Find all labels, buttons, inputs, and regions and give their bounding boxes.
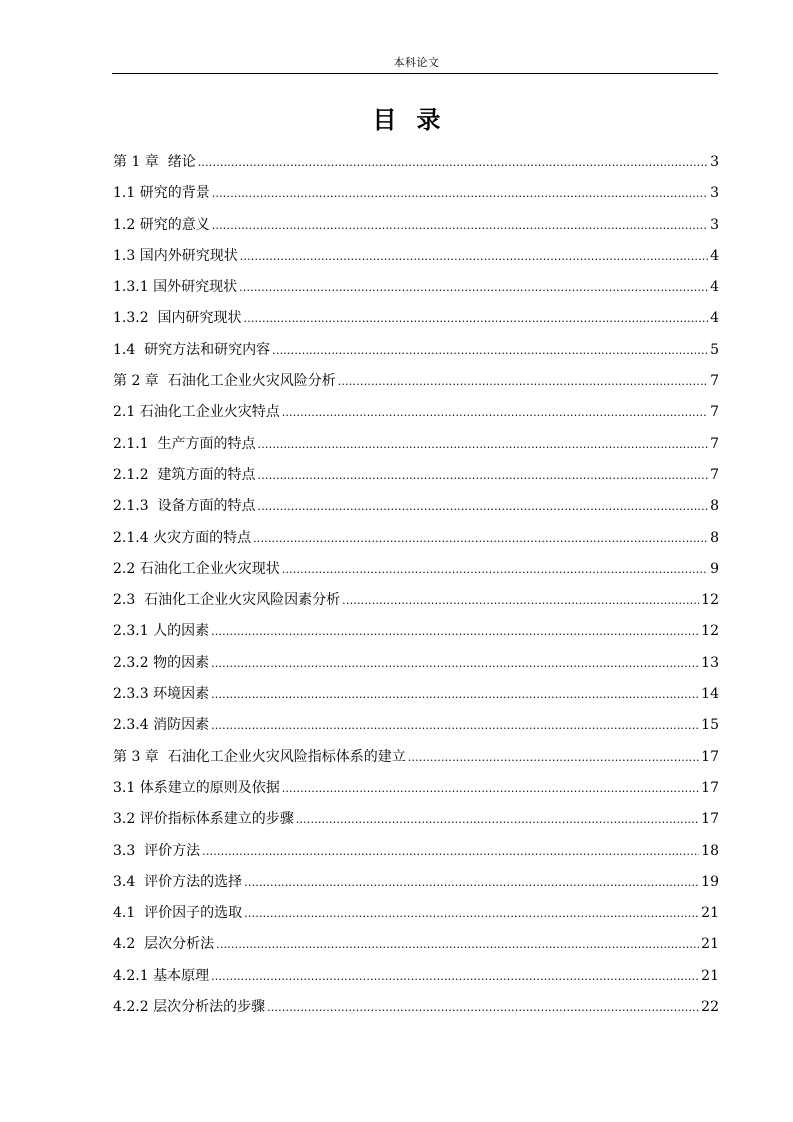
toc-dot-leader	[212, 184, 708, 204]
table-of-contents	[113, 152, 719, 1028]
toc-dot-leader	[272, 341, 708, 361]
header-rule	[112, 73, 718, 74]
toc-dot-leader	[296, 810, 699, 830]
toc-entry[interactable]	[113, 997, 719, 1028]
toc-entry-label[interactable]: 2.3.3 环境因素	[113, 686, 210, 703]
toc-entry-label[interactable]: 4.2.1 基本原理	[113, 967, 210, 984]
toc-entry-label[interactable]: 3.1 体系建立的原则及依据	[113, 779, 280, 796]
toc-entry-page-number: 21	[701, 905, 719, 922]
toc-entry-page-number: 9	[710, 560, 719, 577]
toc-entry-page-number: 7	[710, 435, 719, 452]
toc-entry[interactable]	[113, 903, 719, 934]
toc-entry-label[interactable]: 4.1 评价因子的选取	[113, 905, 243, 922]
toc-entry-page-number: 8	[710, 498, 719, 515]
toc-entry[interactable]	[113, 778, 719, 809]
toc-title: 目录	[372, 106, 461, 134]
toc-entry-page-number: 4	[710, 279, 719, 296]
toc-entry-label[interactable]: 2.1.2 建筑方面的特点	[113, 466, 256, 483]
toc-entry-page-number: 4	[710, 310, 719, 327]
toc-dot-leader	[244, 309, 709, 329]
toc-entry[interactable]	[113, 528, 719, 559]
toc-entry[interactable]	[113, 215, 719, 246]
toc-entry-label[interactable]: 2.3.1 人的因素	[113, 623, 210, 640]
toc-dot-leader	[408, 748, 699, 768]
toc-entry-label[interactable]: 第 3 章 石油化工企业火灾风险指标体系的建立	[113, 748, 406, 765]
toc-entry[interactable]	[113, 684, 719, 715]
toc-entry-label[interactable]: 1.3.2 国内研究现状	[113, 310, 242, 327]
toc-dot-leader	[211, 685, 699, 705]
toc-entry[interactable]	[113, 402, 719, 433]
toc-entry-label[interactable]: 2.3 石油化工企业火灾风险因素分析	[113, 592, 341, 609]
toc-entry[interactable]	[113, 559, 719, 590]
toc-entry-label[interactable]: 1.3.1 国外研究现状	[113, 279, 238, 296]
toc-dot-leader	[239, 278, 708, 298]
toc-entry-page-number: 17	[701, 811, 719, 828]
toc-entry-page-number: 17	[701, 748, 719, 765]
toc-entry-page-number: 22	[701, 999, 719, 1016]
toc-entry[interactable]	[113, 747, 719, 778]
toc-entry-label[interactable]: 1.3 国内外研究现状	[113, 247, 238, 264]
toc-entry[interactable]	[113, 371, 719, 402]
toc-entry-page-number: 5	[710, 341, 719, 358]
toc-entry[interactable]	[113, 715, 719, 746]
toc-entry[interactable]	[113, 621, 719, 652]
toc-entry[interactable]	[113, 308, 719, 339]
toc-entry[interactable]	[113, 872, 719, 903]
toc-entry[interactable]	[113, 934, 719, 965]
toc-entry-label[interactable]: 2.1 石油化工企业火灾特点	[113, 404, 280, 421]
toc-entry[interactable]	[113, 340, 719, 371]
toc-entry[interactable]	[113, 152, 719, 183]
toc-entry-page-number: 3	[710, 216, 719, 233]
toc-dot-leader	[198, 153, 708, 173]
toc-entry[interactable]	[113, 465, 719, 496]
toc-dot-leader	[212, 216, 708, 236]
toc-dot-leader	[282, 779, 699, 799]
toc-dot-leader	[240, 247, 708, 267]
toc-entry-page-number: 7	[710, 466, 719, 483]
toc-entry[interactable]	[113, 496, 719, 527]
toc-dot-leader	[211, 967, 699, 987]
toc-entry-label[interactable]: 1.1 研究的背景	[113, 185, 210, 202]
toc-entry-label[interactable]: 第 1 章 绪论	[113, 154, 196, 170]
toc-entry-page-number: 17	[701, 779, 719, 796]
toc-entry[interactable]	[113, 809, 719, 840]
toc-entry-label[interactable]: 2.1.1 生产方面的特点	[113, 435, 256, 452]
toc-entry-page-number: 13	[701, 654, 719, 671]
toc-dot-leader	[342, 591, 699, 611]
toc-entry-page-number: 19	[701, 873, 719, 890]
toc-entry-page-number: 15	[701, 717, 719, 734]
toc-dot-leader	[202, 842, 699, 862]
toc-dot-leader	[282, 560, 708, 580]
toc-entry[interactable]	[113, 966, 719, 997]
toc-entry-page-number: 3	[710, 185, 719, 202]
toc-entry-label[interactable]: 第 2 章 石油化工企业火灾风险分析	[113, 373, 336, 390]
toc-dot-leader	[338, 372, 708, 392]
toc-entry-page-number: 7	[710, 373, 719, 390]
toc-entry-label[interactable]: 1.2 研究的意义	[113, 216, 210, 233]
running-header: 本科论文	[393, 56, 440, 69]
toc-dot-leader	[267, 998, 699, 1018]
toc-dot-leader	[258, 435, 709, 455]
toc-dot-leader	[211, 716, 699, 736]
toc-entry-label[interactable]: 3.4 评价方法的选择	[113, 873, 243, 890]
toc-dot-leader	[258, 466, 709, 486]
toc-entry-page-number: 4	[710, 247, 719, 264]
toc-entry-label[interactable]: 2.1.3 设备方面的特点	[113, 498, 256, 515]
toc-entry-page-number: 12	[701, 623, 719, 640]
toc-dot-leader	[244, 873, 699, 893]
toc-dot-leader	[216, 935, 699, 955]
toc-entry-page-number: 8	[710, 529, 719, 546]
toc-entry-label[interactable]: 2.1.4 火灾方面的特点	[113, 529, 252, 546]
toc-entry-label[interactable]: 1.4 研究方法和研究内容	[113, 341, 271, 358]
toc-entry[interactable]	[113, 434, 719, 465]
toc-entry-label[interactable]: 2.3.2 物的因素	[113, 654, 210, 671]
toc-entry-page-number: 18	[701, 842, 719, 859]
toc-dot-leader	[282, 403, 708, 423]
toc-entry-page-number: 3	[710, 154, 719, 170]
toc-dot-leader	[244, 904, 699, 924]
toc-entry-page-number: 21	[701, 936, 719, 953]
toc-entry-label[interactable]: 3.2 评价指标体系建立的步骤	[113, 811, 294, 828]
toc-entry-label[interactable]: 4.2.2 层次分析法的步骤	[113, 999, 266, 1016]
toc-dot-leader	[211, 654, 699, 674]
toc-entry-page-number: 21	[701, 967, 719, 984]
toc-entry-label[interactable]: 4.2 层次分析法	[113, 936, 215, 953]
toc-entry-label[interactable]: 2.2 石油化工企业火灾现状	[113, 560, 280, 577]
toc-entry[interactable]	[113, 590, 719, 621]
toc-entry-page-number: 12	[701, 592, 719, 609]
toc-entry-label[interactable]: 3.3 评价方法	[113, 842, 201, 859]
toc-dot-leader	[253, 529, 708, 549]
toc-entry-label[interactable]: 2.3.4 消防因素	[113, 717, 210, 734]
toc-entry[interactable]	[113, 246, 719, 277]
toc-entry-page-number: 7	[710, 404, 719, 421]
toc-entry[interactable]	[113, 277, 719, 308]
toc-entry-page-number: 14	[701, 686, 719, 703]
toc-dot-leader	[211, 622, 699, 642]
toc-dot-leader	[258, 497, 709, 517]
toc-entry[interactable]	[113, 841, 719, 872]
toc-entry[interactable]	[113, 653, 719, 684]
toc-entry[interactable]	[113, 183, 719, 214]
